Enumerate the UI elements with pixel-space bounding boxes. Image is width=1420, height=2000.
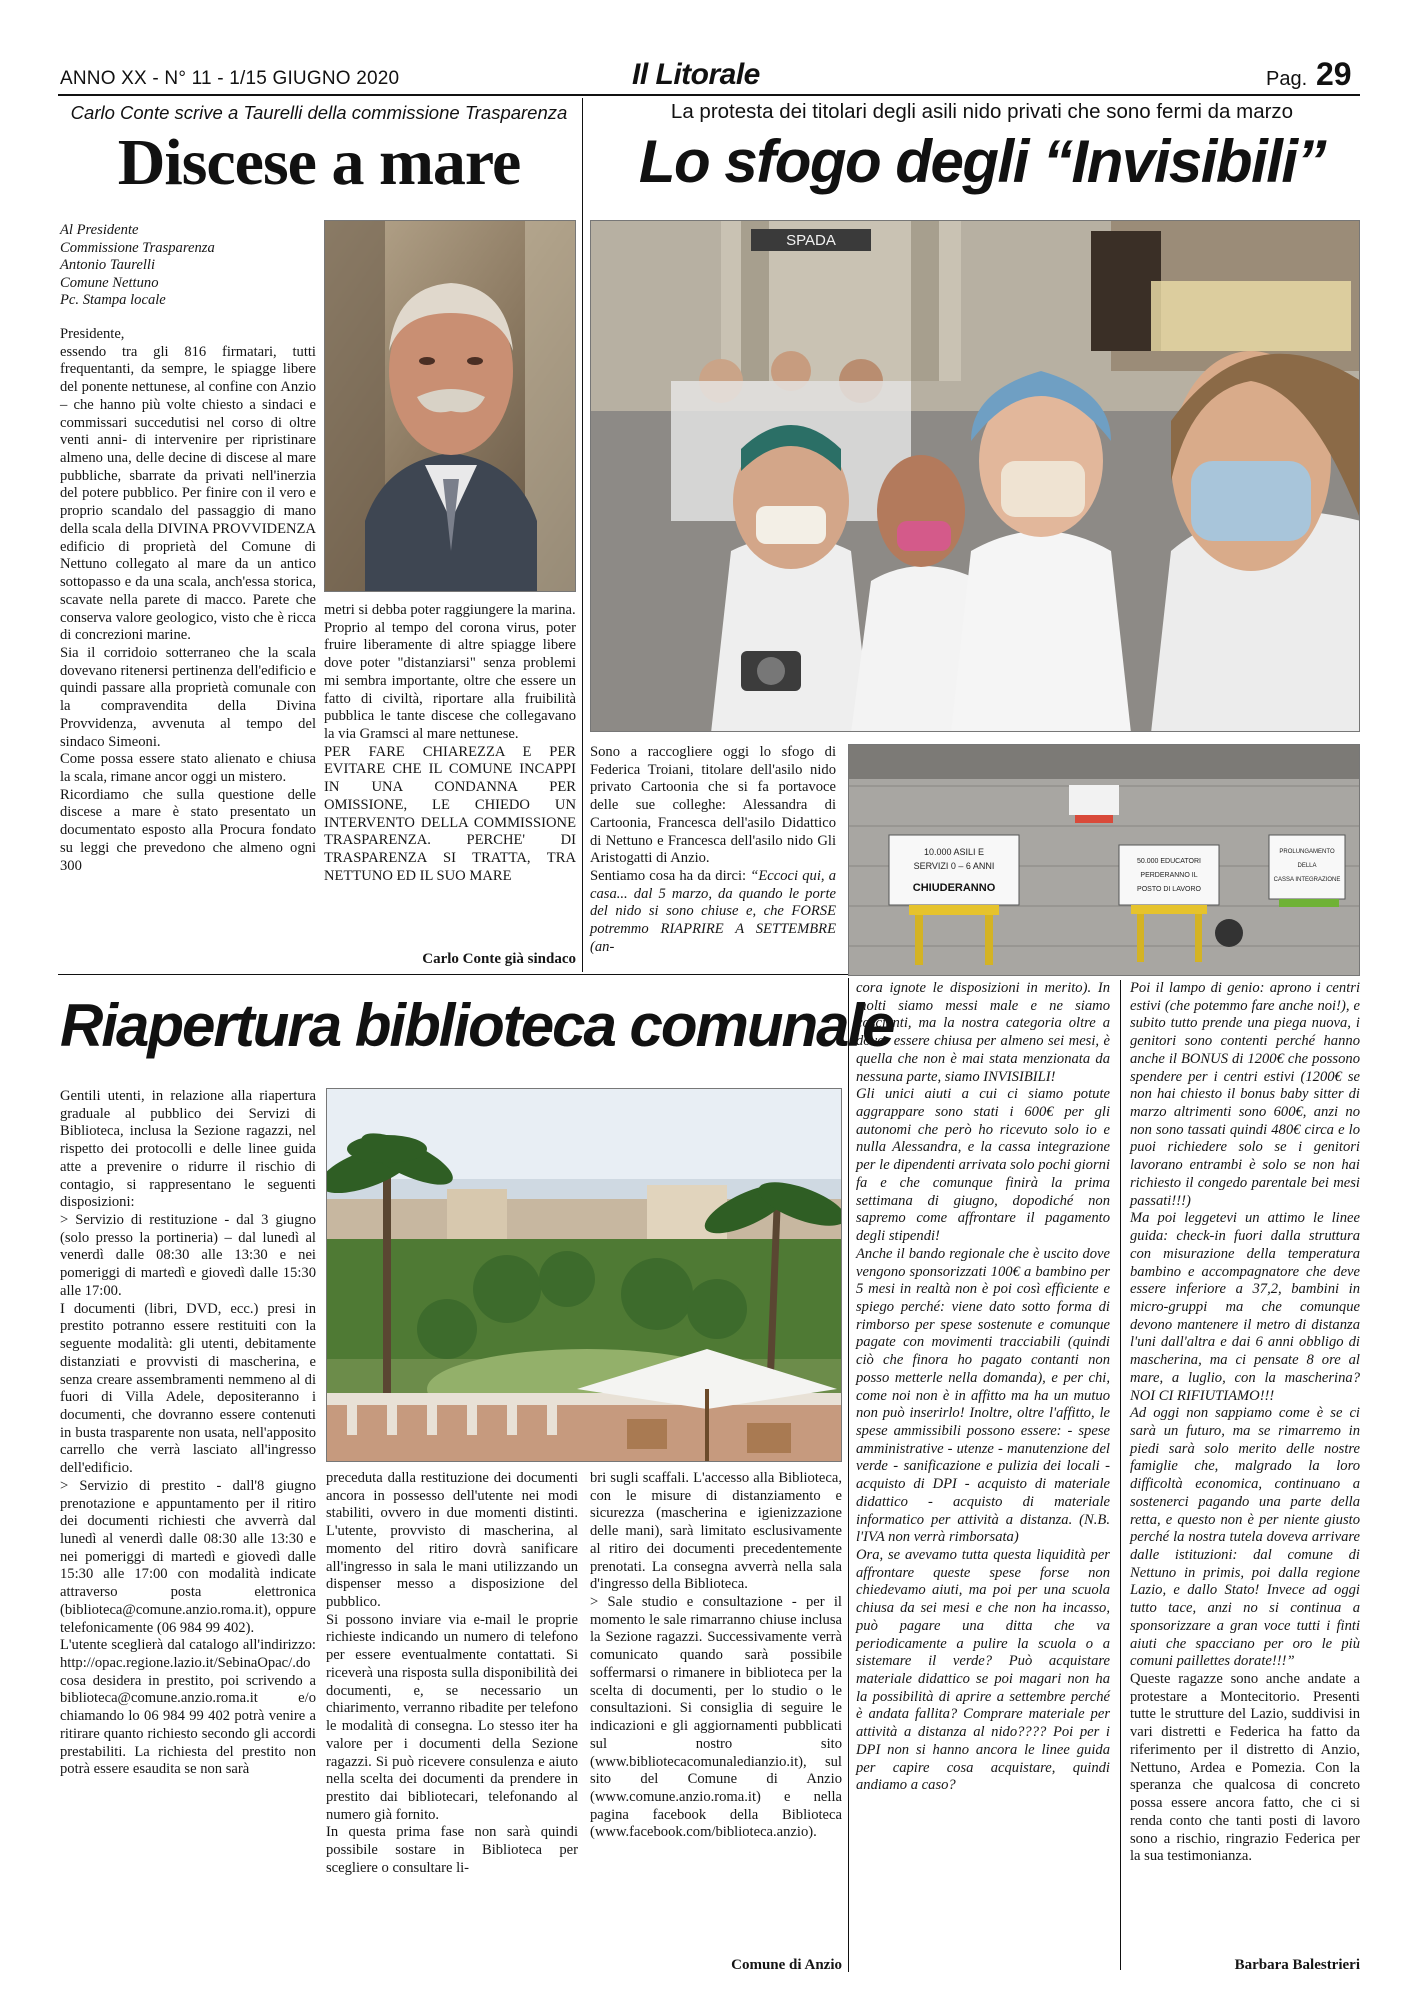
article1-column-2 <box>324 602 576 886</box>
article2-column-4 <box>1130 980 1360 1866</box>
sign-1-line1: 10.000 ASILI E <box>923 847 985 857</box>
garden-image <box>327 1089 842 1462</box>
address-line: Commissione Trasparenza <box>60 239 215 256</box>
protest-photo <box>590 220 1360 732</box>
paragraph: Ma poi leggetevi un attimo le linee guida: check-in fuori dalla struttura con misurazione della temperatura bambino e accompagnatore che deve essere inferiore a 37,2, bambini in micro-gruppi ma che comunque devono mantenere il metro di distanza l'uni dall'altra e dai 6 anni obbligo di mascherina, ma ci pensate 8 ore al mare, a luglio, con la mascherina? NOI CI RIFIUTIAMO!!! <box>1130 1210 1360 1404</box>
address-line: Pc. Stampa locale <box>60 292 166 308</box>
lower-column-rule <box>848 978 849 1972</box>
paragraph <box>590 868 836 957</box>
paragraph: PER FARE CHIAREZZA E PER EVITARE CHE IL COMUNE INCAPPI IN UNA CONDANNA PER OMISSIONE, LE CHIEDO UN INTERVENTO DELLA COMMISSIONE TRASPARENZA. PERCHE' DI TRASPARENZA SI TRATTA, TRA NETTUNO ED IL SUO MARE <box>324 743 576 884</box>
article3-column-3 <box>590 1470 842 1842</box>
header-rule <box>58 94 1360 96</box>
article2-title: Lo sfogo degli “Invisibili” <box>638 128 1326 195</box>
article2-column-3 <box>856 980 1110 1795</box>
page-label: Pag. <box>1266 68 1308 90</box>
paragraph: Poi il lampo di genio: aprono i centri estivi (che potemmo fare anche noi!), e subito tutto prende una piega nuova, i genitori sono contenti perché hanno anche il BONUS di 1200€ che possono spendere per i centri estivi (1200€ se non hai chiesto il bonus baby sitter di marzo altrimenti sono 600€, anzi no non sono tassati quindi 480€ circa e lo puoi richiedere solo se i genitori lavorano entrambi è solo se non hai richiesto il congedo parentale bei mesi passati!!!) <box>1130 980 1360 1209</box>
article1-title: Discese a mare <box>117 126 521 199</box>
sign-1-line3: CHIUDERANNO <box>912 882 996 894</box>
sign-2-line2: PERDERANNO IL <box>1140 872 1198 879</box>
paragraph: Sia il corridoio sotterraneo che la scala dovevano ritenersi pertinenza dell'edificio e quindi passare alla proprietà comunale con la compravendita della Divina Provvidenza, avvenuta al tempo del sindaco Simeoni. <box>60 644 316 750</box>
paragraph: > Sale studio e consultazione - per il momento le sale rimarranno chiuse inclusa la Sezione ragazzi. Successivamente verrà comunicato quando sarà possibile soffermarsi o rimanere in biblioteca per la scelta di documenti, per lo studio o le consultazioni. Si consiglia di seguire le indicazioni e gli aggiornamenti pubblicati sul nostro sito (www.bibliotecacomunaledianzio.it), sul sito del Comune di Anzio (www.comune.anzio.roma.it) e nella pagina facebook della Biblioteca (www.facebook.com/biblioteca.anzio). <box>590 1594 842 1841</box>
paragraph: Gentili utenti, in relazione alla riapertura graduale al pubblico dei Servizi di Biblioteca, inclusa la Sezione ragazzi, nel rispetto dei protocolli e delle linee guida atte a prevenire o ridurre il rischio di contagio, si rappresentano le seguenti disposizioni: <box>60 1088 316 1211</box>
article2-kicker: La protesta dei titolari degli asili nido privati che sono fermi da marzo <box>670 100 1294 123</box>
intro-quote: “Eccoci qui, a casa... dal 5 marzo, da quando le porte del nido si sono chiuse e, che FORSE potremmo RIAPRIRE A SETTEMBRE (an- <box>590 868 836 955</box>
paragraph: I documenti (libri, DVD, ecc.) presi in prestito potranno essere restituiti con la seguente modalità: gli utenti, debitamente distanziati e provvisti di mascherina, e senza creare assembramenti nemmeno al di fuori di Villa Adele, depositeranno i documenti, che dovranno essere contenuti in busta trasparente non usata, nell'apposito carrello che verrà lasciato all'ingresso dell'edificio. <box>60 1300 316 1477</box>
article3-top-rule <box>58 974 848 975</box>
paragraph: Ricordiamo che sulla questione delle discese a mare è stato presentato un documentato esposto alla Procura fondato su leggi che prevedono che almeno ogni 300 <box>60 786 316 874</box>
article1-column-1 <box>60 326 316 875</box>
paragraph: > Servizio di restituzione - dal 3 giugno (solo presso la portineria) – dal lunedì al venerdì dalle 08:30 alle 13:30 e nei pomeriggi di martedì e giovedì dalle 15:30 alle 17:00. <box>60 1212 316 1299</box>
article1-signature: Carlo Conte già sindaco <box>422 951 576 967</box>
garden-photo <box>326 1088 842 1462</box>
paragraph: L'utente sceglierà dal catalogo all'indirizzo: http://opac.regione.lazio.it/SebinaOpac/.do cosa desidera in prestito, poi scrivendo a biblioteca@comune.anzio.roma.it e/o chiamando lo 06 984 99 402 potrà venire a ritirare quanto richiesto secondo gli accordi prestabiliti. La richiesta del prestito non potrà essere esaudita se non sarà <box>60 1637 316 1778</box>
paragraph: Come possa essere stato alienato e chiusa la scala, rimane ancor oggi un mistero. <box>60 751 316 785</box>
article2-column-rule <box>1120 980 1121 1970</box>
article2-intro <box>590 744 836 957</box>
address-line: Al Presidente <box>60 222 139 238</box>
paragraph: > Servizio di prestito - dall'8 giugno prenotazione e appuntamento per il ritiro dei documenti richiesti che avverrà dal lunedì al venerdì dalle 08:30 alle 13:30 e nei pomeriggi di martedì e giovedì dalle 15:30 alle 17:00 con modalità indicate attraverso posta elettronica (biblioteca@comune.anzio.roma.it), oppure telefonicamente (06 984 99 402). <box>60 1477 316 1636</box>
article1-address <box>60 222 310 310</box>
sign-2-line3: POSTO DI LAVORO <box>1137 886 1201 893</box>
intro-lead: Sentiamo cosa ha da dirci: <box>590 868 751 885</box>
page-number: 29 <box>1316 56 1352 92</box>
paragraph: Queste ragazze sono anche andate a protestare a Montecitorio. Presenti tutte le strutture del Lazio, suddivisi in vari distretti e Federica ha fatto da riferimento per il distretto di Anzio, Nettuno, Ardea e Pomezia. Con la speranza che qualcosa di concreto possa essere ancora fatto, che ci si renda conto che tanti posti di lavoro sono a rischio, ringrazio Federica per la sua testimonianza. <box>1130 1671 1360 1865</box>
paragraph: In questa prima fase non sarà quindi possibile sostare in Biblioteca per scegliere o consultare li- <box>326 1824 578 1876</box>
sign-2-line1: 50.000 EDUCATORI <box>1137 858 1201 865</box>
sign-1-line2: SERVIZI 0 – 6 ANNI <box>913 861 995 871</box>
paragraph: Presidente, <box>60 326 125 342</box>
paragraph: cora ignote le disposizioni in merito). In molti siamo messi male e ne siamo coscienti, ma la nostra categoria oltre a dover essere chiusa per almeno sei mesi, è quella che non è mai stata menzionata da nessuna parte, siamo INVISIBILI! <box>856 980 1110 1085</box>
portrait-photo <box>324 220 576 592</box>
article3-column-1 <box>60 1088 316 1779</box>
paragraph: Sono a raccogliere oggi lo sfogo di Federica Troiani, titolare dell'asilo nido privato Cartoonia che si fa portavoce delle sue colleghe: Alessandra di Cartoonia, Francesca dell'asilo Didattico di Nettuno e Francesca dell'asilo nido Gli Aristogatti di Anzio. <box>590 744 836 867</box>
paragraph: essendo tra gli 816 firmatari, tutti frequentanti, da sempre, le spiagge libere del ponente nettunese, al confine con Anzio – che hanno più volte chiesto a sindaci e commissari succedutisi nel corso di oltre venti anni- di intervenire per ripristinare almeno una, delle decine di discese al mare pubbliche, sbarrate da privati nell'inerzia del potere pubblico. Per finire con il vero e proprio scandalo del passaggio di mano della scala della DIVINA PROVVIDENZA edificio di proprietà del Comune di Nettuno collegato al mare da un antico sottopasso e da una scala, anch'essa storica, scavate nella parete di macco. Parete che conserva valore geologico, visto che è ricca di concrezioni marine. <box>60 343 316 644</box>
paragraph: Gli unici aiuti a cui ci siamo potute aggrappare sono stati i 600€ per gli autonomi che però ho ricevuto solo io e nulla Alessandra, e la cassa integrazione per le dipendenti arrivata solo pochi giorni fa e che comunque finirà la prima settimana di giugno, dopodiché non sapremo come affrontare il pagamento degli stipendi! <box>856 1086 1110 1245</box>
top-column-rule <box>582 98 583 972</box>
article3-column-2 <box>326 1470 578 1878</box>
paragraph: bri sugli scaffali. L'accesso alla Biblioteca, con le misure di distanziamento e sicurezza (mascherina e igienizzazione delle mani), sarà limitato esclusivamente al ritiro dei documenti precedentemente prenotati. La consegna avverrà nella sala d'ingresso della Biblioteca. <box>590 1470 842 1593</box>
sign-3-line2: DELLA <box>1297 863 1317 869</box>
paragraph: metri si debba poter raggiungere la marina. <box>324 602 576 618</box>
issue-line: ANNO XX - N° 11 - 1/15 GIUGNO 2020 <box>60 68 400 89</box>
article1-kicker: Carlo Conte scrive a Taurelli della commissione Trasparenza <box>70 102 568 123</box>
paragraph: preceduta dalla restituzione dei documenti ancora in possesso dell'utente nei modi stabiliti, ovvero in due momenti distinti. L'utente, provvisto di mascherina, al momento del ritiro dovrà sanificare all'ingresso in sala le mani utilizzando un dispenser messo a disposizione del pubblico. <box>326 1470 578 1611</box>
chairs-image <box>849 745 1360 976</box>
masthead: Il Litorale <box>632 58 760 91</box>
article3-signature: Comune di Anzio <box>731 1957 842 1973</box>
article3-title: Riapertura biblioteca comunale <box>60 992 894 1059</box>
article2-signature: Barbara Balestrieri <box>1234 1957 1360 1973</box>
address-line: Comune Nettuno <box>60 274 159 291</box>
sign-3-line3: CASSA INTEGRAZIONE <box>1273 877 1341 883</box>
shop-sign: SPADA <box>786 232 836 249</box>
paragraph: Proprio al tempo del corona virus, poter fruire liberamente di altre spiagge libere dove poter "distanziarsi" senza problemi mi sembra importante, oltre che essere un fatto di civiltà, riportare alla fruibilità pubblica le tante discese che collegavano la via Gramsci al mare nettunese. <box>324 619 576 743</box>
paragraph: Anche il bando regionale che è uscito dove vengono sponsorizzati 100€ a bambino per 5 mesi in realtà non è poi così efficiente e spiego perché: viene dato sotto forma di rimborso per spese sostenute e comunque pagate con movimenti tracciabili (quindi ciò che finora ho pagato contanti non posso metterle nella domanda), e per chi, come noi non è in affitto ma ha un mutuo non può inserirlo! Inoltre, oltre l'affitto, le spese ammissibili possono essere: - spese amministrative - utenze - manutenzione del verde - sanificazione e pulizia dei locali - acquisto di DPI - acquisto di materiale didattico - acquisto di materiale informatico per attività a distanza. (N.B. l'IVA non verrà rimborsata) <box>856 1245 1110 1546</box>
protest-image <box>591 221 1360 732</box>
address-line: Antonio Taurelli <box>60 257 156 273</box>
paragraph: Ad oggi non sappiamo come è se ci sarà un futuro, ma se rimarremo in piedi sarà solo merito delle nostre famiglie che, malgrado la loro difficoltà economica, continuano a sostenerci pagando una parte della retta, e questo non è per niente giusto perché la nostra tutela doveva arrivare dalle istituzioni: dal comune di Nettuno in primis, poi dalla regione Lazio, e dallo Stato! Invece ad oggi tutto tace, anzi no si continua a sponsorizzare a gran voce tutti i finti aiuti che spacciano per oro le più comuni paillettes dorate!!!” <box>1130 1405 1360 1670</box>
paragraph: Ora, se avevamo tutta questa liquidità per affrontare queste spese forse non chiedevamo aiuti, ma poi per una scuola chiusa da sei mesi e che non ha incasso, può pagare una ditta che va periodicamente a pulire la scuola o a sistemare il verde? Può acquistare materiale didattico se poi magari non ha la possibilità di aprire a settembre perché è andata fallita? Comprare materiale per attività a distanza al nido???? Poi per i DPI non si hanno ancora le linee guida per capire cosa acquistare, quindi andiamo a caso? <box>856 1547 1110 1794</box>
sign-3-line1: PROLUNGAMENTO <box>1279 849 1335 855</box>
portrait-image <box>325 221 576 592</box>
chairs-photo <box>848 744 1360 976</box>
paragraph: Si possono inviare via e-mail le proprie richieste indicando un numero di telefono per essere eventualmente contattati. Si riceverà una risposta sulla disponibilità dei documenti, e, se necessario un chiarimento, verranno ribadite per telefono le modalità di consegna. Lo stesso iter ha valore per i documenti della Sezione ragazzi. Si può ricevere consulenza e aiuto nella scelta dei documenti da prendere in prestito dai bibliotecari, telefonando al numero già fornito. <box>326 1611 578 1823</box>
